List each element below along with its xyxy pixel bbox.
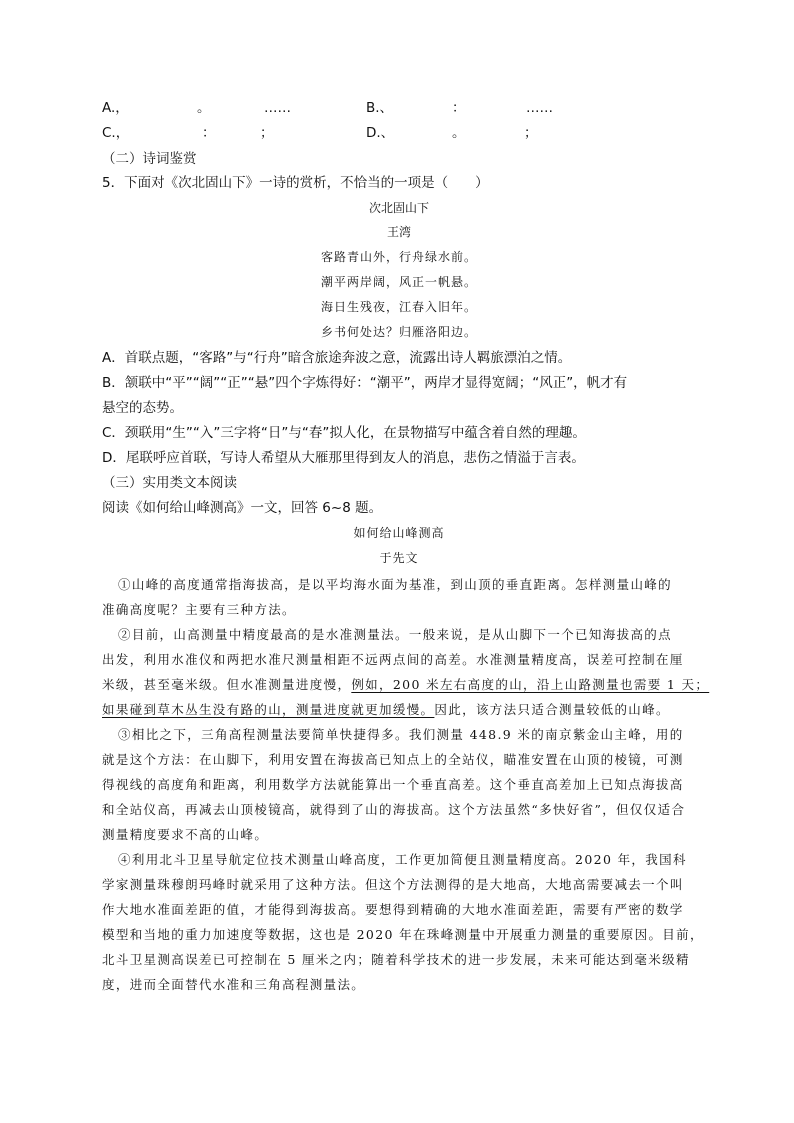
- underlined-sentence: 例如，200 米左右高度的山，沿上山路测量也需要 1 天；: [351, 677, 710, 692]
- section3-heading: （三）实用类文本阅读: [102, 475, 237, 491]
- paragraph-4-line: 模型和当地的重力加速度等数据，这也是 2020 年在珠峰测量中开展重力测量的重要原因。目前，: [102, 927, 704, 942]
- option-b-mark-3: ……: [526, 100, 553, 116]
- option-b-label: B.、: [366, 100, 394, 116]
- paragraph-4-line: 北斗卫星测高误差已可控制在 5 厘米之内；随着科学技术的进一步发展，未来可能达到毫米级精: [102, 952, 690, 967]
- paragraph-4-line: 学家测量珠穆朗玛峰时就采用了这种方法。但这个方法测得的是大地高，大地高需要减去一个叫: [102, 877, 684, 892]
- choice-d: D．尾联呼应首联，写诗人希望从大雁那里得到友人的消息，悲伤之情溢于言表。: [102, 450, 585, 466]
- paragraph-4-line: 度，进而全面替代水准和三角高程测量法。: [102, 977, 366, 992]
- poem-line: 海日生残夜，江春入旧年。: [320, 300, 477, 314]
- section2-heading: （二）诗词鉴赏: [102, 151, 197, 167]
- paragraph-4-line: 作大地水准面差距的值，才能得到海拔高。要想得到精确的大地水准面差距，需要有严密的数学: [102, 902, 684, 917]
- paragraph-1-line: 准确高度呢？主要有三种方法。: [102, 602, 296, 617]
- paragraph-3-line: 就是这个方法：在山脚下，利用安置在海拔高已知点上的全站仪，瞄准安置在山顶的棱镜，可测: [102, 752, 684, 767]
- question-5: 5．下面对《次北固山下》一诗的赏析，不恰当的一项是（ ）: [102, 175, 489, 191]
- paragraph-2-line: ②目前，山高测量中精度最高的是水准测量法。一般来说，是从山脚下一个已知海拔高的点: [118, 627, 673, 642]
- poem-author: 王湾: [386, 225, 411, 239]
- paragraph-2-line: 出发，利用水准仪和两把水准尺测量相距不远两点间的高差。水准测量精度高，误差可控制在厘: [102, 652, 684, 667]
- paragraph-3-line: 测量精度要求不高的山峰。: [102, 827, 269, 842]
- paragraph-3-line: 和全站仪高，再减去山顶棱镜高，就得到了山的海拔高。这个方法虽然“多快好省”，但仅仅适合: [102, 802, 686, 817]
- option-c-label: C.，: [102, 125, 130, 141]
- poem-line: 客路青山外，行舟绿水前。: [320, 250, 477, 264]
- poem-line: 乡书何处达？归雁洛阳边。: [320, 325, 477, 339]
- essay-author: 于先文: [379, 551, 419, 565]
- paragraph-3-line: ③相比之下，三角高程测量法要简单快捷得多。我们测量 448.9 米的南京紫金山主峰，用的: [118, 727, 684, 742]
- underlined-sentence: 如果碰到草木丛生没有路的山，测量进度就更加缓慢。: [102, 702, 435, 717]
- paragraph-1-line: ①山峰的高度通常指海拔高，是以平均海水面为基准，到山顶的垂直距离。怎样测量山峰的: [118, 577, 673, 592]
- poem-line: 潮平两岸阔，风正一帆悬。: [320, 275, 477, 289]
- choice-a: A．首联点题，“客路”与“行舟”暗含旅途奔波之意，流露出诗人羁旅漂泊之情。: [102, 350, 572, 366]
- paragraph-2-line: [102, 672, 710, 698]
- option-c-mark-3: ；: [260, 125, 274, 141]
- option-a-mark-3: ……: [264, 100, 291, 116]
- paragraph-3-line: 得视线的高度角和距离，利用数学方法就能算出一个垂直高差。这个垂直高差加上已知点海拔高: [102, 777, 684, 792]
- option-a-label: A.，: [102, 100, 129, 116]
- option-a-mark-2: 。: [197, 100, 211, 116]
- paragraph-2-text: 米级，甚至毫米级。但水准测量进度慢，: [102, 677, 352, 692]
- paragraph-2-line: [102, 697, 696, 723]
- option-d-label: D.、: [366, 125, 395, 141]
- poem-title: 次北固山下: [368, 201, 429, 215]
- section3-instruction: 阅读《如何给山峰测高》一文，回答 6~8 题。: [102, 500, 383, 516]
- option-d-mark-3: ；: [524, 125, 538, 141]
- choice-b-continued: 悬空的态势。: [102, 400, 183, 416]
- option-c-mark-2: ：: [202, 125, 216, 141]
- choice-c: C．颈联用“生”“入”三字将“日”与“春”拟人化，在景物描写中蕴含着自然的理趣。: [102, 425, 586, 441]
- option-b-mark-2: ：: [452, 100, 466, 116]
- essay-title: 如何给山峰测高: [353, 526, 445, 540]
- paragraph-4-line: ④利用北斗卫星导航定位技术测量山峰高度，工作更加简便且测量精度高。2020 年，我国科: [118, 852, 687, 867]
- choice-b: B．颔联中“平”“阔”“正”“悬”四个字炼得好：“潮平”，两岸才显得宽阔；“风正”，帆才有: [102, 375, 628, 391]
- paragraph-2-text: 因此，该方法只适合测量较低的山峰。: [434, 702, 670, 717]
- option-d-mark-2: 。: [452, 125, 466, 141]
